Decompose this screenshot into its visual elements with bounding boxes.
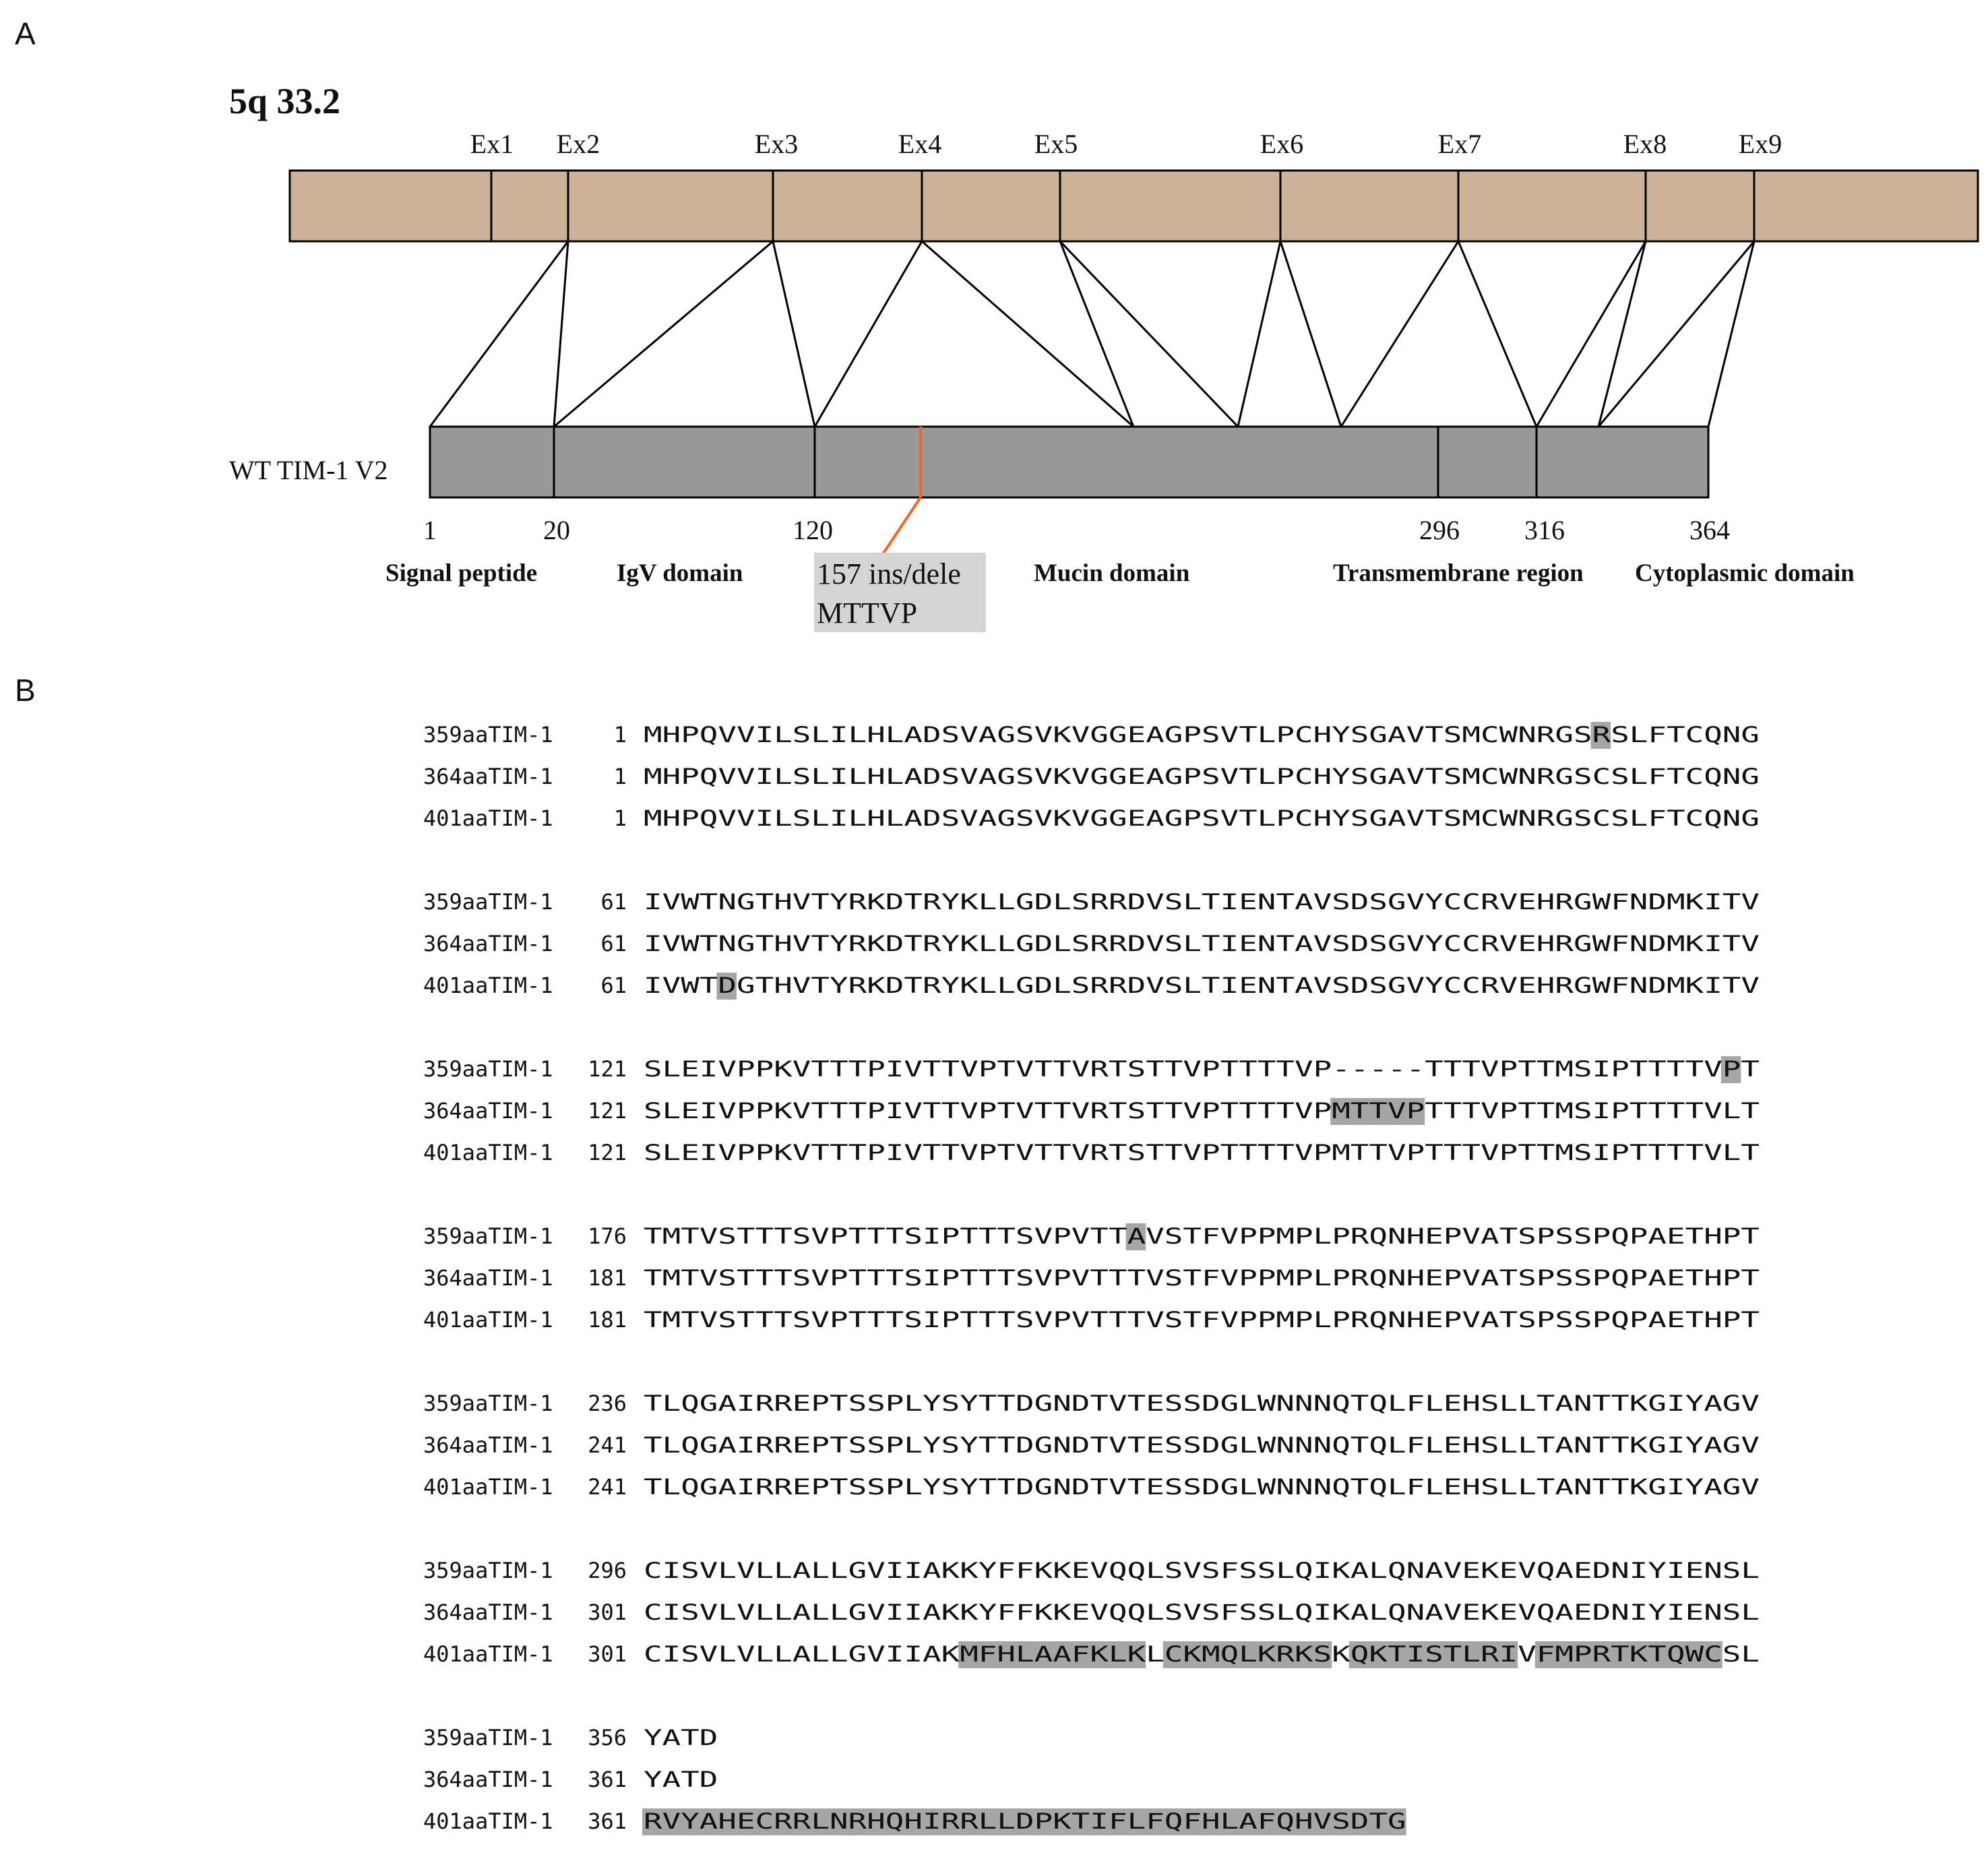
exon-label-3: Ex3 [754,129,799,159]
domain-cytoplasmic: Cytoplasmic domain [1635,559,1855,587]
sequence-start-position: 121 [588,1056,627,1082]
alignment-row-359aa-block-4 [423,1223,1760,1250]
exon-label-7: Ex7 [1437,129,1482,159]
alignment-row-364aa-block-2 [423,931,1760,956]
exon-label-1: Ex1 [470,129,514,159]
sequence-name: 364aaTIM-1 [423,1265,553,1291]
sequence-name: 364aaTIM-1 [423,1098,553,1124]
alignment-row-364aa-block-4 [423,1265,1760,1291]
sequence-name: 364aaTIM-1 [423,931,553,956]
sequence-start-position: 241 [588,1432,627,1458]
sequence-residues: IVWTNGTHVTYRKDTRYKLLGDLSRRDVSLTIENTAVSDSGVYCCRVEHRGWFNDMKITV [644,889,1760,915]
sequence-start-position: 61 [600,931,627,956]
position-labels [423,515,1730,545]
sequence-start-position: 356 [588,1725,627,1750]
alignment-row-401aa-block-6 [423,1641,1760,1668]
sequence-residues: MHPQVVILSLILHLADSVAGSVKVGGEAGPSVTLPCHYSGAVTSMCWNRGSRSLFTCQNG [644,722,1760,748]
sequence-start-position: 236 [588,1391,627,1416]
sequence-start-position: 241 [588,1474,627,1500]
sequence-start-position: 121 [588,1140,627,1165]
sequence-residues: CISVLVLLALLGVIIAKKYFFKKEVQQLSVSFSSLQIKALQNAVEKEVQAEDNIYIENSL [644,1558,1760,1583]
sequence-name: 401aaTIM-1 [423,1808,553,1834]
alignment-row-401aa-block-4 [423,1307,1760,1333]
sequence-residues: IVWTDGTHVTYRKDTRYKLLGDLSRRDVSLTIENTAVSDSGVYCCRVEHRGWFNDMKITV [644,973,1760,998]
alignment-row-364aa-block-3 [423,1098,1760,1125]
position-296: 296 [1419,515,1460,545]
alignment-row-401aa-block-2 [423,973,1760,1000]
sequence-residues: RVYAHECRRLNRHQHIRRLLDPKTIFLFQFHLAFQHVSDTG [644,1808,1406,1834]
sequence-start-position: 121 [588,1098,627,1124]
chromosome-label: 5q 33.2 [229,81,341,121]
exon-label-9: Ex9 [1738,129,1782,159]
alignment-row-364aa-block-6 [423,1599,1760,1625]
exon-label-4: Ex4 [898,129,942,159]
exon-label-6: Ex6 [1260,129,1304,159]
sequence-residues: SLEIVPPKVTTTPIVTTVPTVTTVRTSTTVPTTTTVPMTTVPTTTVPTTMSIPTTTTVLT [644,1140,1760,1165]
sequence-name: 359aaTIM-1 [423,1223,553,1249]
alignment-row-359aa-block-7 [423,1725,718,1750]
sequence-residues: SLEIVPPKVTTTPIVTTVPTVTTVRTSTTVPTTTTVP-----TTTVPTTMSIPTTTTVPT [644,1056,1760,1082]
exon-label-2: Ex2 [556,129,600,159]
sequence-name: 359aaTIM-1 [423,722,553,748]
position-364: 364 [1689,515,1730,545]
mutation-label-line1: 157 ins/dele [817,557,961,590]
sequence-start-position: 1 [613,805,627,831]
domain-transmembrane: Transmembrane region [1333,559,1584,587]
alignment-row-364aa-block-1 [423,764,1760,789]
alignment-row-401aa-block-3 [423,1140,1760,1165]
sequence-name: 401aaTIM-1 [423,1307,553,1333]
alignment-row-359aa-block-2 [423,889,1760,915]
sequence-start-position: 176 [588,1223,627,1249]
alignment-row-359aa-block-5 [423,1391,1760,1416]
gene-bar [290,171,1978,241]
sequence-name: 359aaTIM-1 [423,1056,553,1082]
position-120: 120 [793,515,833,545]
sequence-name: 401aaTIM-1 [423,1474,553,1500]
sequence-name: 364aaTIM-1 [423,1767,553,1792]
sequence-start-position: 361 [588,1808,627,1834]
sequence-name: 401aaTIM-1 [423,1641,553,1667]
sequence-residues: CISVLVLLALLGVIIAKMFHLAAFKLKLCKMQLKRKSKQKTISTLRIVFMPRTKTQWCSL [644,1641,1760,1667]
sequence-name: 359aaTIM-1 [423,1391,553,1416]
sequence-residues: TMTVSTTTSVPTTTSIPTTTSVPVTTAVSTFVPPMPLPRQNHEPVATSPSSPQPAETHPT [644,1223,1760,1249]
alignment-row-359aa-block-6 [423,1558,1760,1583]
domain-igv: IgV domain [617,559,743,587]
domain-labels [385,559,1855,587]
position-316: 316 [1524,515,1565,545]
sequence-start-position: 296 [588,1558,627,1583]
sequence-name: 364aaTIM-1 [423,764,553,789]
domain-signal-peptide: Signal peptide [385,559,538,587]
sequence-start-position: 1 [613,722,627,748]
alignment-row-401aa-block-1 [423,805,1760,831]
sequence-name: 359aaTIM-1 [423,889,553,915]
sequence-alignment [423,722,1760,1835]
alignment-row-359aa-block-3 [423,1056,1760,1083]
sequence-residues: CISVLVLLALLGVIIAKKYFFKKEVQQLSVSFSSLQIKALQNAVEKEVQAEDNIYIENSL [644,1599,1760,1625]
sequence-start-position: 61 [600,973,627,998]
domain-mucin: Mucin domain [1034,559,1190,587]
sequence-residues: TLQGAIRREPTSSPLYSYTTDGNDTVTESSDGLWNNNQTQLFLEHSLLTANTTKGIYAGV [644,1391,1760,1416]
sequence-name: 359aaTIM-1 [423,1558,553,1583]
mutation-label-line2: MTTVP [817,597,918,630]
sequence-start-position: 301 [588,1599,627,1625]
sequence-start-position: 361 [588,1767,627,1792]
sequence-name: 364aaTIM-1 [423,1432,553,1458]
sequence-name: 401aaTIM-1 [423,805,553,831]
position-1: 1 [423,515,437,545]
position-20: 20 [543,515,570,545]
sequence-residues: IVWTNGTHVTYRKDTRYKLLGDLSRRDVSLTIENTAVSDSGVYCCRVEHRGWFNDMKITV [644,931,1760,956]
protein-label: WT TIM-1 V2 [229,455,388,485]
sequence-residues: YATD [644,1767,718,1792]
exon-connectors [430,241,1754,427]
protein-bar [430,427,1708,497]
exon-labels [470,129,1782,159]
alignment-row-359aa-block-1 [423,722,1760,749]
sequence-start-position: 61 [600,889,627,915]
sequence-start-position: 181 [588,1307,627,1333]
sequence-residues: SLEIVPPKVTTTPIVTTVPTVTTVRTSTTVPTTTTVPMTTVPTTTVPTTMSIPTTTTVLT [644,1098,1760,1124]
sequence-start-position: 1 [613,764,627,789]
sequence-residues: TLQGAIRREPTSSPLYSYTTDGNDTVTESSDGLWNNNQTQLFLEHSLLTANTTKGIYAGV [644,1432,1760,1458]
alignment-row-401aa-block-5 [423,1474,1760,1500]
sequence-residues: TLQGAIRREPTSSPLYSYTTDGNDTVTESSDGLWNNNQTQLFLEHSLLTANTTKGIYAGV [644,1474,1760,1500]
mutation-label [814,553,986,632]
alignment-row-401aa-block-7 [423,1808,1406,1835]
sequence-residues: TMTVSTTTSVPTTTSIPTTTSVPVTTTVSTFVPPMPLPRQNHEPVATSPSSPQPAETHPT [644,1307,1760,1333]
sequence-residues: MHPQVVILSLILHLADSVAGSVKVGGEAGPSVTLPCHYSGAVTSMCWNRGSCSLFTCQNG [644,805,1760,831]
sequence-name: 401aaTIM-1 [423,973,553,998]
sequence-residues: MHPQVVILSLILHLADSVAGSVKVGGEAGPSVTLPCHYSGAVTSMCWNRGSCSLFTCQNG [644,764,1760,789]
panel-b-letter: B [15,673,36,708]
sequence-residues: YATD [644,1725,718,1750]
sequence-name: 401aaTIM-1 [423,1140,553,1165]
exon-label-5: Ex5 [1034,129,1078,159]
alignment-row-364aa-block-7 [423,1767,718,1792]
panel-a-letter: A [15,16,36,51]
sequence-start-position: 181 [588,1265,627,1291]
sequence-residues: TMTVSTTTSVPTTTSIPTTTSVPVTTTVSTFVPPMPLPRQNHEPVATSPSSPQPAETHPT [644,1265,1760,1291]
sequence-name: 359aaTIM-1 [423,1725,553,1750]
exon-label-8: Ex8 [1623,129,1667,159]
sequence-name: 364aaTIM-1 [423,1599,553,1625]
sequence-start-position: 301 [588,1641,627,1667]
alignment-row-364aa-block-5 [423,1432,1760,1458]
